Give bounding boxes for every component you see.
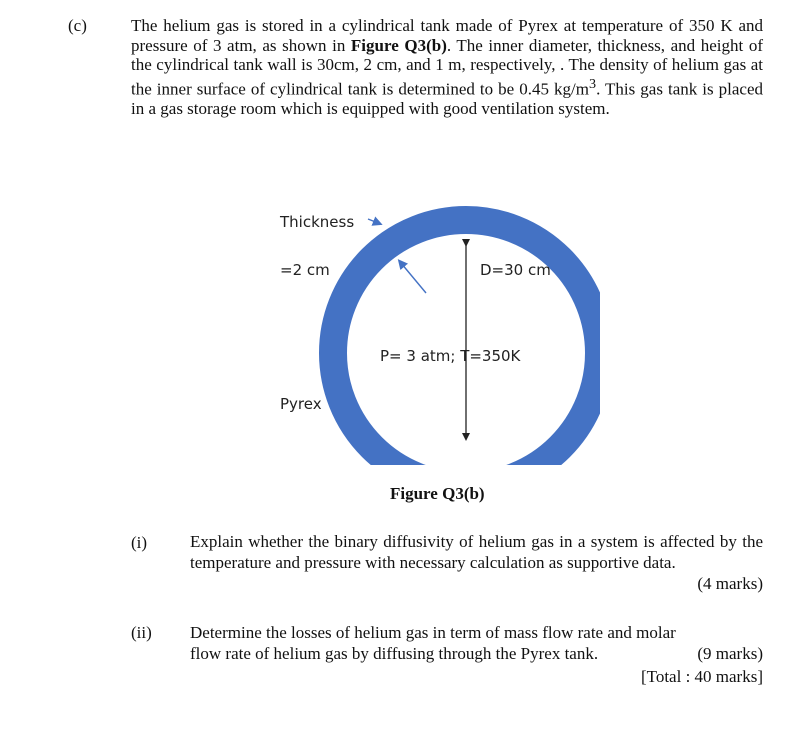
figure-caption: Figure Q3(b) (390, 484, 485, 503)
question-ii-line-2: flow rate of helium gas by diffusing through the Pyrex tank. (190, 644, 599, 663)
thickness-pointer-arrow (401, 263, 426, 293)
question-i (190, 531, 763, 594)
question-number-ii: (ii) (131, 623, 152, 642)
tank-cross-section-diagram (270, 195, 600, 465)
thickness-value: =2 cm (280, 261, 330, 279)
material-label: Pyrex (280, 395, 322, 413)
question-number-i: (i) (131, 533, 148, 552)
thickness-label-arrow (368, 219, 378, 223)
figure-reference: Figure Q3(b) (350, 35, 447, 55)
intro-text-1: The helium gas is stored in a cylindrical tank made of Pyrex at temperature of 350 K and pressure of 3 atm, as shown in (131, 16, 763, 55)
figure-q3b (270, 195, 600, 465)
conditions-label: P= 3 atm; T=350K (380, 347, 521, 365)
question-i-text: Explain whether the binary diffusivity of helium gas in a system is affected by the temperature and pressure with necessary calculation as supportive data. (190, 532, 763, 572)
thickness-label: Thickness (280, 213, 355, 231)
total-marks: [Total : 40 marks] (640, 667, 763, 686)
question-ii-marks: (9 marks) (697, 644, 763, 663)
question-ii-line-1: Determine the losses of helium gas in term of mass flow rate and molar (190, 623, 676, 642)
intro-text-3: . This gas tank is placed in a gas storage room which is equipped with good ventilation system. (131, 79, 763, 118)
diameter-label: D=30 cm (480, 261, 551, 279)
part-label: (c) (68, 16, 87, 35)
question-ii (190, 622, 763, 664)
question-i-marks: (4 marks) (697, 574, 763, 593)
problem-statement (131, 16, 763, 118)
superscript: 3 (588, 75, 597, 92)
intro-text-2: . The inner diameter, thickness, and height of the cylindrical tank wall is 30cm, 2 cm, and 1 m, respectively, . The density of helium gas at the inner surface of cylindrical tank is determined to be 0.45 kg/m (131, 35, 763, 99)
